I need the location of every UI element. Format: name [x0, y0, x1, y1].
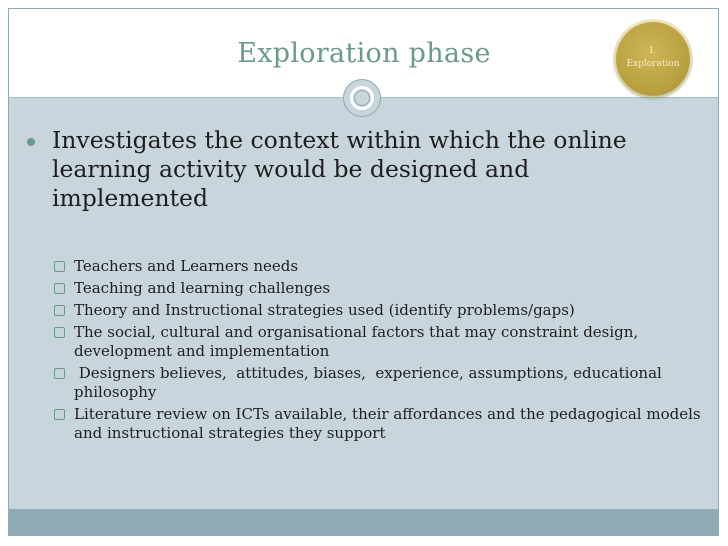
sub-bullet-list [52, 257, 702, 446]
ring-ornament-icon [343, 79, 381, 117]
hollow-square-bullet-icon [54, 305, 65, 316]
main-bullet-text: Investigates the context within which the online learning activity would be designed and implemented [52, 126, 627, 212]
sub-bullet-text: Teaching and learning challenges [74, 279, 331, 297]
sub-bullet-item [52, 364, 702, 402]
main-bullet [30, 126, 690, 213]
hollow-square-bullet-icon [54, 261, 65, 272]
round-bullet-icon [27, 138, 35, 146]
sub-bullet-text: Theory and Instructional strategies used (identify problems/gaps) [74, 301, 575, 319]
sub-bullet-item [52, 405, 702, 443]
hollow-square-bullet-icon [54, 409, 65, 420]
badge-label: Exploration [626, 59, 680, 69]
hollow-square-bullet-icon [54, 283, 65, 294]
sub-bullet-item [52, 301, 702, 320]
sub-bullet-item [52, 279, 702, 298]
sub-bullet-text: Teachers and Learners needs [74, 257, 299, 275]
hollow-square-bullet-icon [54, 327, 65, 338]
sub-bullet-text: The social, cultural and organisational factors that may constraint design, development and implementation [74, 323, 639, 360]
badge-number: 1. [648, 46, 658, 56]
sub-bullet-item [52, 323, 702, 361]
hollow-square-bullet-icon [54, 368, 65, 379]
slide-title: Exploration phase [237, 38, 491, 69]
sub-bullet-item [52, 257, 702, 276]
phase-badge [616, 22, 690, 96]
sub-bullet-text: Designers believes, attitudes, biases, experience, assumptions, educational philosophy [74, 364, 667, 401]
sub-bullet-text: Literature review on ICTs available, their affordances and the pedagogical models and instructional strategies they support [74, 405, 701, 442]
